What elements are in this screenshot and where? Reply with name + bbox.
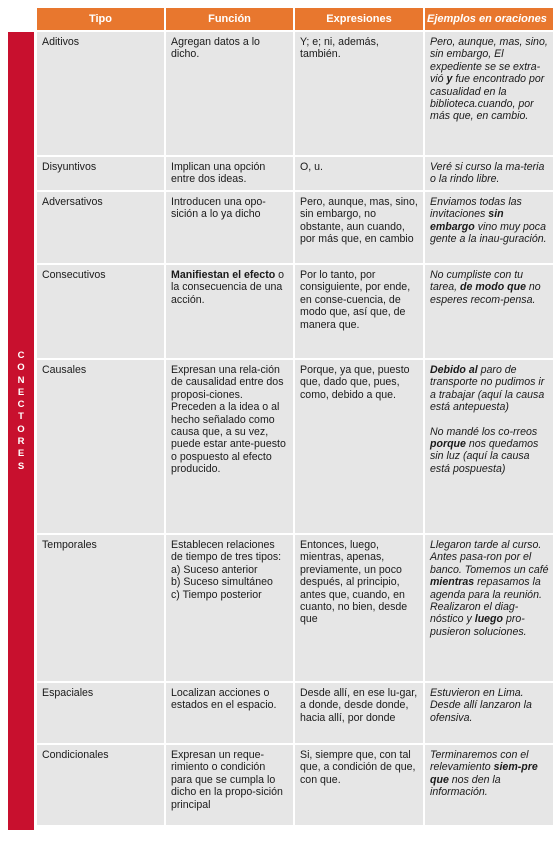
example-paragraph <box>430 269 549 306</box>
connector-highlight: Debido al <box>430 364 478 376</box>
table-row <box>36 682 554 744</box>
table-row <box>36 31 554 156</box>
cell-funcion: Manifiestan el efecto o la consecuencia de una acción. <box>165 264 294 359</box>
cell-funcion: Expresan una rela-ción de causalidad entre dos proposi-ciones. Preceden a la idea o al hecho señalado como causa que, a su vez, puede estar ante-puesto o pospuesto al efecto producido. <box>165 359 294 534</box>
cell-tipo: Causales <box>36 359 165 534</box>
example-text: Estuvieron en Lima. Desde allí lanzaron la ofensiva. <box>430 687 532 724</box>
example-text: Llegaron tarde al curso. Antes pasa-ron por el banco. Tomemos un café <box>430 539 549 576</box>
connector-highlight: mientras <box>430 576 475 589</box>
table-row <box>36 534 554 682</box>
example-text: No cumpliste con tu tarea, <box>430 269 524 294</box>
example-text: repasamos la agenda para la reunión. <box>430 576 542 601</box>
cell-tipo: Temporales <box>36 534 165 682</box>
cell-funcion: Implican una opción entre dos ideas. <box>165 156 294 191</box>
example-text: nos quedamos sin luz (aquí la causa está pospuesta) <box>430 438 539 475</box>
sidebar-letter: C <box>17 350 25 361</box>
connector-highlight: y <box>446 73 453 86</box>
connectors-table <box>35 8 555 827</box>
example-text: paro de transporte no pudimos ir a trabajar (aquí la causa está antepuesta) <box>430 364 545 414</box>
table-row <box>36 359 554 534</box>
example-paragraph <box>430 36 549 123</box>
sidebar-letter: S <box>17 460 25 472</box>
sidebar-conectores <box>8 32 34 830</box>
sidebar-letter: O <box>17 362 25 374</box>
example-paragraph <box>430 539 549 601</box>
table-body <box>36 31 554 826</box>
example-text: fue encontrado por casualidad en la biblioteca.cuando, por más que, en cambio. <box>430 73 545 123</box>
cell-ejemplos <box>424 359 554 534</box>
cell-expresiones: Si, siempre que, con tal que, a condición de que, con que. <box>294 744 424 826</box>
header-row <box>36 8 554 31</box>
cell-ejemplos <box>424 31 554 156</box>
cell-funcion <box>165 534 294 682</box>
example-paragraph <box>430 749 549 799</box>
example-text: Realizaron el diag-nóstico y <box>430 601 519 626</box>
funcion-line: c) Tiempo posterior <box>171 588 262 601</box>
connector-highlight: siem-pre que <box>430 761 538 786</box>
cell-expresiones: Entonces, luego, mientras, apenas, previamente, un poco después, al principio, antes que, cuando, en cuanto, no bien, desde que <box>294 534 424 682</box>
cell-funcion: Localizan acciones o estados en el espacio. <box>165 682 294 744</box>
sidebar-label <box>8 350 34 473</box>
sidebar-letter: E <box>17 386 25 398</box>
example-text: Enviamos todas las invitaciones <box>430 196 522 221</box>
sidebar-letter: C <box>17 399 25 411</box>
header-tipo: Tipo <box>36 8 165 31</box>
funcion-line: a) Suceso anterior <box>171 563 258 576</box>
header-expresiones: Expresiones <box>294 8 424 31</box>
cell-ejemplos <box>424 191 554 264</box>
example-text: Pero, aunque, mas, sino, sin embargo, El expediente se se extra-vió <box>430 36 548 86</box>
cell-ejemplos <box>424 156 554 191</box>
cell-expresiones: Pero, aunque, mas, sino, sin embargo, no obstante, aun cuando, por más que, en cambio <box>294 191 424 264</box>
example-paragraph <box>430 161 549 186</box>
cell-expresiones: O, u. <box>294 156 424 191</box>
cell-expresiones: Desde allí, en ese lu-gar, a donde, desde donde, hacia allí, por donde <box>294 682 424 744</box>
cell-expresiones: Porque, ya que, puesto que, dado que, pues, como, debido a que. <box>294 359 424 534</box>
example-paragraph <box>430 601 549 638</box>
cell-ejemplos <box>424 264 554 359</box>
example-paragraph <box>430 426 549 476</box>
table-row <box>36 744 554 826</box>
cell-tipo: Aditivos <box>36 31 165 156</box>
cell-tipo: Disyuntivos <box>36 156 165 191</box>
example-paragraph <box>430 687 549 724</box>
cell-tipo: Condicionales <box>36 744 165 826</box>
connector-highlight: porque <box>430 438 466 451</box>
connector-highlight: sin embargo <box>430 208 504 233</box>
example-text: Veré si curso la ma-teria o la rindo libre. <box>430 161 545 186</box>
cell-tipo: Adversativos <box>36 191 165 264</box>
table-row <box>36 191 554 264</box>
example-text: no esperes recom-pensa. <box>430 281 541 306</box>
cell-funcion: Expresan un reque-rimiento o condición para que se cumpla lo dicho en la propo-sición principal <box>165 744 294 826</box>
sidebar-letter: T <box>18 411 24 423</box>
header-ejemplos: Ejemplos en oraciones <box>424 8 554 31</box>
header-funcion: Función <box>165 8 294 31</box>
table-row <box>36 156 554 191</box>
cell-ejemplos <box>424 682 554 744</box>
example-text: nos den la información. <box>430 773 501 799</box>
cell-funcion: Agregan datos a lo dicho. <box>165 31 294 156</box>
sidebar-letter: N <box>17 374 25 386</box>
table-row <box>36 264 554 359</box>
funcion-line: b) Suceso simultáneo <box>171 576 273 589</box>
cell-expresiones: Y; e; ni, además, también. <box>294 31 424 156</box>
cell-tipo: Consecutivos <box>36 264 165 359</box>
cell-ejemplos <box>424 744 554 826</box>
connector-highlight: luego <box>474 613 503 626</box>
cell-expresiones: Por lo tanto, por consiguiente, por ende, en conse-cuencia, de modo que, así que, de manera que. <box>294 264 424 359</box>
cell-ejemplos <box>424 534 554 682</box>
cell-funcion: Introducen una opo-sición a lo ya dicho <box>165 191 294 264</box>
example-text: pro-pusieron soluciones. <box>430 613 527 638</box>
sidebar-letter: O <box>17 423 25 435</box>
sidebar-letter: E <box>17 448 25 460</box>
example-text: Terminaremos con el relevamiento <box>430 749 529 774</box>
example-text: vino muy poca gente a la inau-guración. <box>430 220 547 246</box>
example-paragraph <box>430 364 549 414</box>
example-text: No mandé los co-rreos <box>430 425 538 438</box>
funcion-line: Establecen relaciones de tiempo de tres tipos: <box>171 539 282 564</box>
sidebar-letter: R <box>17 436 25 448</box>
cell-tipo: Espaciales <box>36 682 165 744</box>
connector-highlight: de modo que <box>460 281 526 294</box>
example-paragraph <box>430 196 549 246</box>
